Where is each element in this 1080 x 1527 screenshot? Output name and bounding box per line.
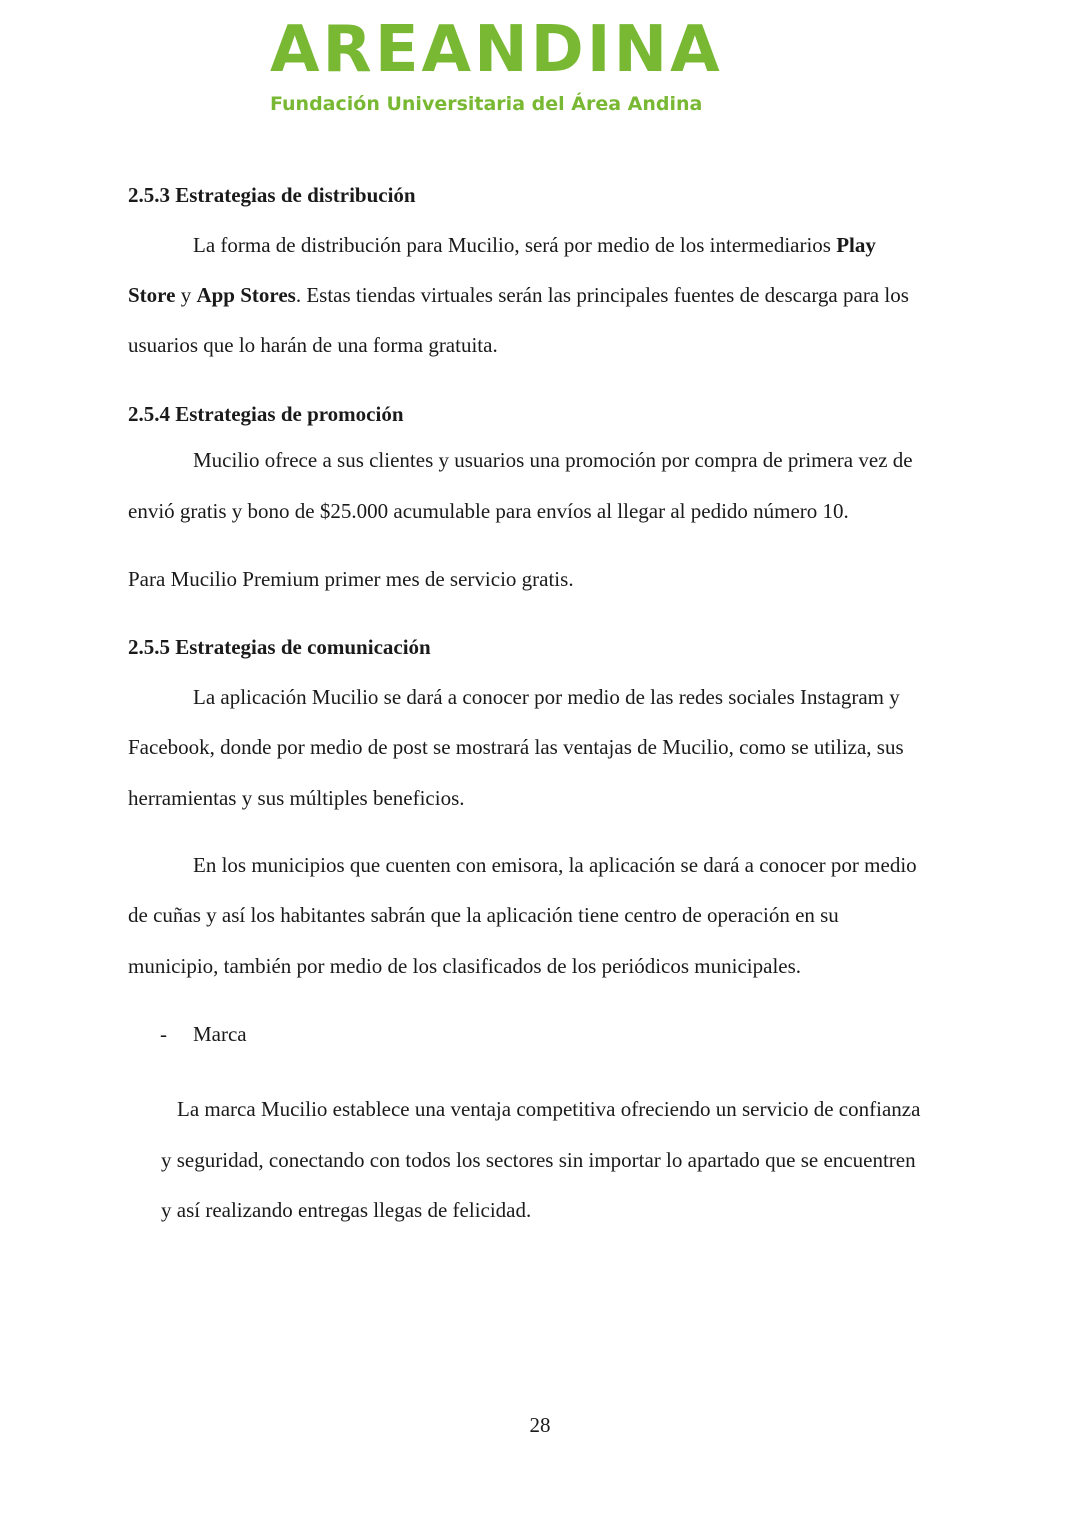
heading-distribution: 2.5.3 Estrategias de distribución: [128, 183, 416, 207]
heading-promotion: 2.5.4 Estrategias de promoción: [128, 402, 404, 426]
marca-bullet: -: [160, 1022, 167, 1046]
communication-p1-line-1: La aplicación Mucilio se dará a conocer por medio de las redes sociales Instagram y: [193, 685, 900, 709]
communication-p2-line-3: municipio, también por medio de los clasificados de los periódicos municipales.: [128, 954, 802, 978]
page-number: 28: [529, 1413, 551, 1437]
marca-line-3: y así realizando entregas llegas de felicidad.: [161, 1198, 532, 1222]
heading-communication: 2.5.5 Estrategias de comunicación: [128, 635, 431, 659]
marca-line-1: La marca Mucilio establece una ventaja competitiva ofreciendo un servicio de confianza: [177, 1097, 921, 1121]
app-stores-bold: App Stores: [196, 283, 296, 307]
distribution-line-1-text: La forma de distribución para Mucilio, será por medio de los intermediarios: [193, 233, 837, 257]
communication-p1-line-3: herramientas y sus múltiples beneficios.: [128, 786, 465, 810]
communication-p2-line-1: En los municipios que cuenten con emisora, la aplicación se dará a conocer por medio: [193, 853, 917, 877]
communication-p2-line-2: de cuñas y así los habitantes sabrán que la aplicación tiene centro de operación en su: [128, 903, 839, 927]
marca-label: Marca: [193, 1022, 247, 1046]
distribution-line-3: usuarios que lo harán de una forma gratuita.: [128, 333, 498, 357]
communication-p1-line-2: Facebook, donde por medio de post se mostrará las ventajas de Mucilio, como se utiliza, sus: [128, 735, 904, 759]
logo-title: AREANDINA: [270, 13, 723, 87]
logo-subtitle: Fundación Universitaria del Área Andina: [270, 93, 703, 115]
distribution-line-2: [128, 283, 909, 307]
play-bold: Play: [836, 233, 876, 257]
promotion-line-2: envió gratis y bono de $25.000 acumulable para envíos al llegar al pedido número 10.: [128, 499, 849, 523]
marca-line-2: y seguridad, conectando con todos los sectores sin importar lo apartado que se encuentren: [161, 1148, 916, 1172]
distribution-line-1: [193, 233, 876, 257]
store-bold: Store: [128, 283, 176, 307]
promotion-line-3: Para Mucilio Premium primer mes de servicio gratis.: [128, 567, 574, 591]
distribution-line-2-text: . Estas tiendas virtuales serán las principales fuentes de descarga para los: [295, 283, 909, 307]
areandina-logo: [270, 10, 723, 120]
promotion-line-1: Mucilio ofrece a sus clientes y usuarios una promoción por compra de primera vez de: [193, 448, 913, 472]
distribution-connector: y: [175, 283, 197, 307]
